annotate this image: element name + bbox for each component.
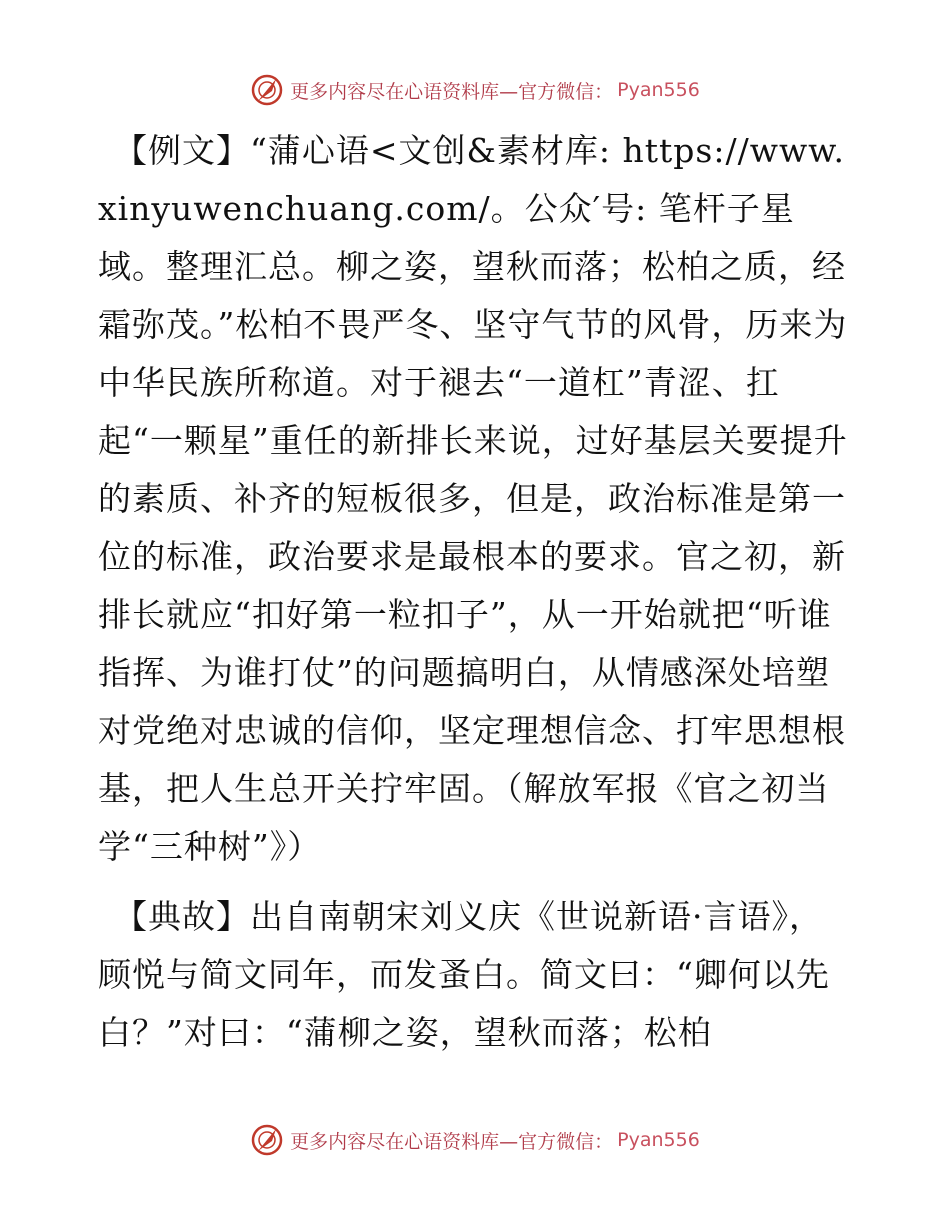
banner-text: 更多内容尽在心语资料库—官方微信：: [290, 1130, 614, 1153]
quill-logo-icon: [250, 1123, 284, 1157]
example-paragraph: 【例文】“蒲心语<文创&素材库: https://www.xinyuwenchuang.com/。公众′号: 笔杆子星域。整理汇总。柳之姿，望秋而落；松柏之质，经霜弥茂。”松柏不畏严冬、坚守气节的风骨，历来为中华民族所称道。对于褪去“一道杠”青涩、扛起“一颗星”重任的新排长来说，过好基层关要提升的素质、补齐的短板很多，但是，政治标准是第一位的标准，政治要求是最根本的要求。官之初，新排长就应“扣好第一粒扣子”，从一开始就把“听谁指挥、为谁打仗”的问题搞明白，从情感深处培塑对党绝对忠诚的信仰，坚定理想信念、打牢思想根基，把人生总开关拧牢固。（解放军报《官之初当学“三种树”》）: [98, 131, 848, 866]
banner-text: 更多内容尽在心语资料库—官方微信：: [290, 80, 614, 103]
footer-watermark-banner: [0, 1120, 950, 1160]
quill-logo-icon: [250, 73, 284, 107]
allusion-paragraph: 【典故】出自南朝宋刘义庆《世说新语·言语》，顾悦与简文同年，而发蚤白。简文曰：“卿何以先白？”对曰：“蒲柳之姿，望秋而落；松柏: [98, 897, 830, 1052]
banner-wechat-handle: Pyan556: [617, 1129, 700, 1151]
header-watermark-banner: [0, 70, 950, 110]
document-body: [98, 122, 852, 1062]
banner-wechat-handle: Pyan556: [617, 79, 700, 101]
